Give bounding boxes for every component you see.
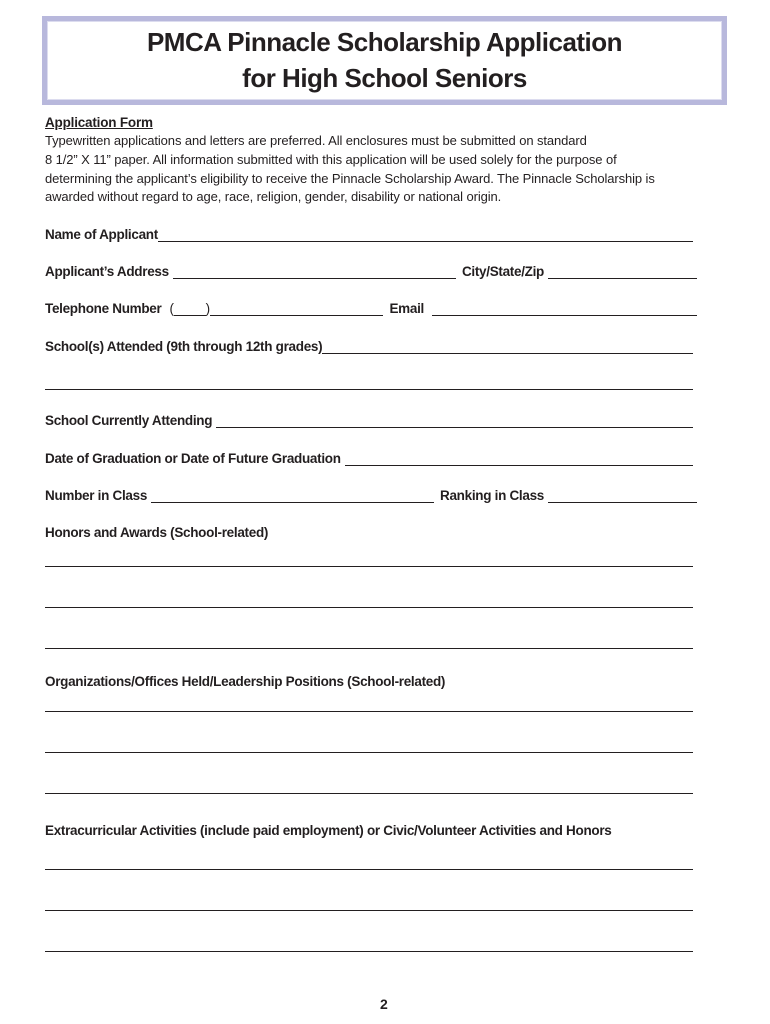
schools-attended-line-2[interactable] [45, 389, 693, 390]
applicant-name-field[interactable] [158, 228, 693, 242]
telephone-label: Telephone Number [45, 301, 162, 316]
graduation-date-label: Date of Graduation or Date of Future Graduation [45, 451, 341, 466]
number-in-class-field[interactable] [151, 489, 434, 503]
honors-awards-label: Honors and Awards (School-related) [45, 525, 269, 540]
field-row-schools-attended [45, 338, 693, 354]
intro-text-line: awarded without regard to age, race, religion, gender, disability or national origin. [45, 189, 502, 204]
applicant-name-label: Name of Applicant [45, 227, 158, 242]
field-row-address [45, 263, 697, 279]
graduation-date-field[interactable] [345, 452, 693, 466]
schools-attended-field[interactable] [322, 340, 693, 354]
honors-awards-line-3[interactable] [45, 648, 693, 649]
intro-text-line: Typewritten applications and letters are preferred. All enclosures must be submitted on standard [45, 133, 587, 148]
page-number: 2 [380, 996, 388, 1012]
organizations-line-1[interactable] [45, 711, 693, 712]
field-row-name [45, 226, 693, 242]
form-title-line-1: PMCA Pinnacle Scholarship Application [146, 27, 623, 57]
organizations-line-3[interactable] [45, 793, 693, 794]
intro-text-line: 8 1/2” X 11” paper. All information submitted with this application will be used solely for the purpose of [45, 152, 617, 167]
area-code-open-paren: ( [169, 301, 174, 316]
form-title-line-2: for High School Seniors [242, 63, 527, 93]
field-row-graduation [45, 450, 693, 466]
section-heading-application-form: Application Form [45, 115, 153, 130]
address-label: Applicant’s Address [45, 264, 169, 279]
extracurricular-line-3[interactable] [45, 951, 693, 952]
extracurricular-label: Extracurricular Activities (include paid employment) or Civic/Volunteer Activities and Honors [45, 823, 612, 838]
address-field[interactable] [173, 265, 456, 279]
field-row-current-school [45, 412, 693, 428]
extracurricular-line-1[interactable] [45, 869, 693, 870]
email-field[interactable] [432, 302, 697, 316]
intro-text-line: determining the applicant’s eligibility to receive the Pinnacle Scholarship Award. The Pinnacle Scholarship is [45, 171, 655, 186]
field-row-extracurricular [45, 822, 693, 838]
honors-awards-line-2[interactable] [45, 607, 693, 608]
organizations-line-2[interactable] [45, 752, 693, 753]
area-code-field[interactable] [174, 302, 206, 316]
ranking-in-class-label: Ranking in Class [440, 488, 544, 503]
field-row-honors [45, 524, 693, 540]
extracurricular-line-2[interactable] [45, 910, 693, 911]
current-school-field[interactable] [216, 414, 693, 428]
title-frame [42, 16, 727, 105]
current-school-label: School Currently Attending [45, 413, 213, 428]
telephone-field[interactable] [210, 302, 384, 316]
honors-awards-line-1[interactable] [45, 566, 693, 567]
ranking-in-class-field[interactable] [548, 489, 697, 503]
field-row-telephone [45, 300, 697, 316]
field-row-class-rank [45, 487, 697, 503]
field-row-organizations [45, 673, 693, 689]
city-state-zip-label: City/State/Zip [461, 264, 544, 279]
city-state-zip-field[interactable] [548, 265, 697, 279]
schools-attended-label: School(s) Attended (9th through 12th grades) [45, 339, 323, 354]
organizations-label: Organizations/Offices Held/Leadership Positions (School-related) [45, 674, 446, 689]
email-label: Email [389, 301, 424, 316]
area-code-close-paren: ) [205, 301, 210, 316]
number-in-class-label: Number in Class [45, 488, 148, 503]
